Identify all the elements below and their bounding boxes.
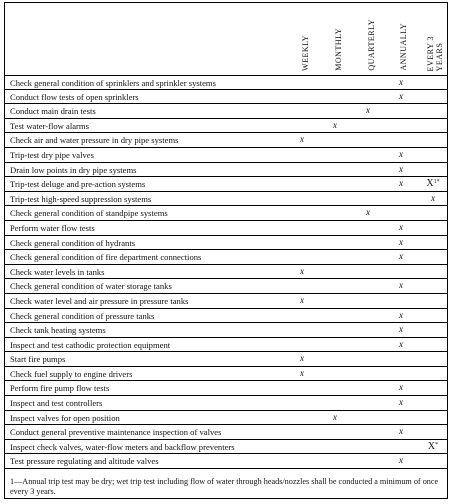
table-footnote: 1—Annual trip test may be dry; wet trip test including flow of water through heads/nozzles shall be conducted a minimum of once every 3 years.: [10, 477, 439, 496]
table-row: [5, 309, 447, 324]
task-label: Check water levels in tanks: [10, 266, 105, 277]
frequency-mark: x: [300, 294, 304, 305]
table-row: [5, 221, 447, 236]
table-row: [5, 104, 447, 119]
frequency-mark: x: [399, 455, 403, 466]
frequency-mark: x: [333, 119, 337, 130]
task-label: Check air and water pressure in dry pipe systems: [10, 135, 179, 146]
column-header-annually: ANNUALLY: [399, 23, 408, 71]
task-label: Drain low points in dry pipe systems: [10, 164, 137, 175]
table-row: [5, 279, 447, 294]
task-label: Check general condition of hydrants: [10, 237, 136, 248]
column-header-quarterly: QUARTERLY: [367, 19, 376, 71]
task-label: Conduct main drain tests: [10, 106, 96, 117]
table-row: [5, 338, 447, 353]
table-row: [5, 90, 447, 105]
table-body: [5, 75, 447, 469]
task-label: Inspect check valves, water-flow meters and backflow preventers: [10, 441, 235, 452]
frequency-mark: x: [399, 382, 403, 393]
column-header-weekly: WEEKLY: [301, 35, 310, 71]
frequency-mark: $X^{1*}$: [426, 178, 440, 190]
task-label: Trip-test dry pipe valves: [10, 149, 94, 160]
frequency-mark: x: [399, 236, 403, 247]
maintenance-schedule-table: [4, 2, 448, 499]
table-row: [5, 206, 447, 221]
task-label: Trip-test high-speed suppression systems: [10, 193, 152, 204]
task-label: Check general condition of water storage tanks: [10, 281, 172, 292]
task-label: Inspect and test cathodic protection equipment: [10, 339, 171, 350]
table-row: [5, 323, 447, 338]
frequency-mark: x: [399, 324, 403, 335]
frequency-mark: x: [399, 77, 403, 87]
task-label: Test pressure regulating and altitude valves: [10, 456, 159, 467]
footnote-reference: 1*: [433, 179, 440, 186]
table-row: [5, 192, 447, 207]
frequency-mark: x: [399, 221, 403, 232]
frequency-mark: x: [399, 148, 403, 159]
frequency-mark: x: [399, 338, 403, 349]
frequency-mark: x: [399, 251, 403, 262]
task-label: Inspect and test controllers: [10, 398, 103, 409]
task-label: Perform water flow tests: [10, 222, 95, 233]
frequency-mark: x: [333, 411, 337, 422]
frequency-mark: x: [399, 178, 403, 189]
task-label: Conduct general preventive maintenance inspection of valves: [10, 427, 222, 438]
frequency-mark: x: [366, 207, 370, 218]
table-row: [5, 148, 447, 163]
table-row: [5, 119, 447, 134]
table-row: [5, 250, 447, 265]
task-label: Start fire pumps: [10, 354, 66, 365]
task-label: Perform fire pump flow tests: [10, 383, 110, 394]
table-row: [5, 177, 447, 192]
task-label: Conduct flow tests of open sprinklers: [10, 91, 139, 102]
frequency-mark: X*: [427, 440, 439, 452]
frequency-mark: x: [399, 163, 403, 174]
task-label: Test water-flow alarms: [10, 120, 89, 131]
table-row: [5, 381, 447, 396]
frequency-mark: x: [300, 353, 304, 364]
table-row: [5, 265, 447, 280]
frequency-mark: x: [431, 192, 435, 203]
table-row: [5, 294, 447, 309]
table-row: [5, 367, 447, 382]
footnote-reference: *: [435, 441, 439, 448]
frequency-mark: x: [300, 265, 304, 276]
table-row: [5, 396, 447, 411]
table-row: [5, 133, 447, 148]
column-header-every-3-years: EVERY 3 YEARS: [426, 35, 444, 71]
table-row: [5, 454, 447, 469]
table-row: [5, 440, 447, 455]
frequency-mark: x: [300, 134, 304, 145]
column-header-monthly: MONTHLY: [334, 28, 343, 71]
table-row: [5, 352, 447, 367]
table-header: [5, 3, 447, 75]
frequency-mark: x: [399, 397, 403, 408]
table-row: [5, 411, 447, 426]
frequency-mark: x: [300, 367, 304, 378]
task-label: Inspect valves for open position: [10, 412, 120, 423]
task-label: Check fuel supply to engine drivers: [10, 368, 133, 379]
frequency-mark: x: [399, 309, 403, 320]
frequency-mark: x: [399, 426, 403, 437]
task-label: Check general condition of fire department connections: [10, 252, 202, 263]
task-label: Check general condition of sprinklers and sprinkler systems: [10, 78, 216, 88]
task-label: Trip-test deluge and pre-action systems: [10, 179, 146, 190]
frequency-mark: x: [399, 280, 403, 291]
table-row: [5, 75, 447, 90]
table-row: [5, 425, 447, 440]
frequency-mark: x: [399, 90, 403, 101]
task-label: Check general condition of pressure tanks: [10, 310, 155, 321]
table-row: [5, 163, 447, 178]
frequency-mark: x: [366, 105, 370, 116]
task-label: Check water level and air pressure in pressure tanks: [10, 295, 189, 306]
task-label: Check general condition of standpipe systems: [10, 208, 168, 219]
task-label: Check tank heating systems: [10, 325, 106, 336]
table-row: [5, 236, 447, 251]
